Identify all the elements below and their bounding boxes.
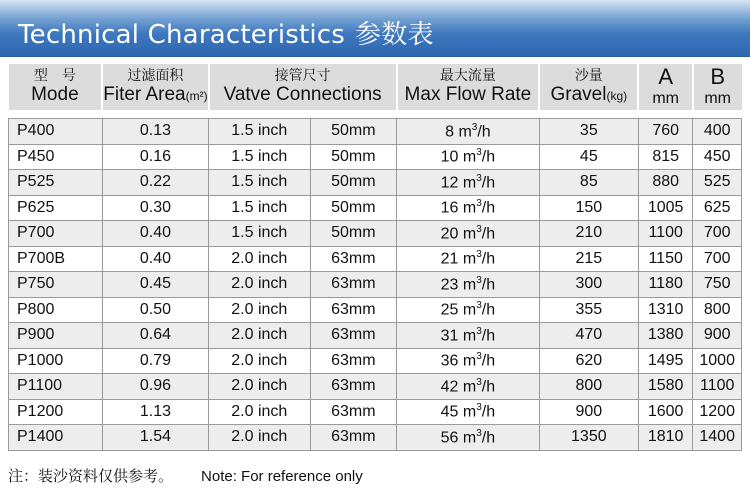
flow-value: 16 xyxy=(440,199,459,217)
flow-unit-tail: /h xyxy=(481,428,496,446)
cell-filter-area: 0.16 xyxy=(102,144,208,170)
cell-filter-area: 0.30 xyxy=(102,195,208,221)
cell-gravel: 45 xyxy=(539,144,638,170)
flow-unit-superscript: 3 xyxy=(476,325,482,337)
cell-gravel: 210 xyxy=(539,221,638,247)
flow-unit: m xyxy=(462,199,477,217)
cell-b: 525 xyxy=(693,170,742,196)
cell-gravel: 800 xyxy=(539,374,638,400)
cell-connection-mm: 50mm xyxy=(310,144,397,170)
cell-model: P900 xyxy=(9,323,103,349)
cell-a: 815 xyxy=(638,144,692,170)
cell-connection-inch: 2.0 inch xyxy=(209,272,310,298)
cell-connection-inch: 2.0 inch xyxy=(209,425,310,451)
title-chinese: 参数表 xyxy=(355,20,434,50)
cell-max-flow xyxy=(397,374,540,400)
cell-max-flow xyxy=(397,272,540,298)
footnote-english: Note: For reference only xyxy=(201,468,363,485)
flow-unit: m xyxy=(462,301,477,319)
cell-max-flow xyxy=(397,323,540,349)
cell-max-flow xyxy=(397,195,540,221)
cell-a: 1180 xyxy=(638,272,692,298)
cell-gravel: 150 xyxy=(539,195,638,221)
cell-filter-area: 1.13 xyxy=(102,399,208,425)
cell-filter-area: 0.50 xyxy=(102,297,208,323)
cell-a: 760 xyxy=(638,119,692,145)
cell-filter-area: 0.45 xyxy=(102,272,208,298)
flow-unit-tail: /h xyxy=(481,224,496,242)
cell-max-flow xyxy=(397,399,540,425)
cell-filter-area: 0.64 xyxy=(102,323,208,349)
flow-unit: m xyxy=(462,326,477,344)
flow-value: 42 xyxy=(440,377,459,395)
footnote xyxy=(8,465,363,486)
flow-unit-superscript: 3 xyxy=(476,223,482,235)
cell-b: 750 xyxy=(693,272,742,298)
cell-connection-mm: 50mm xyxy=(310,195,397,221)
cell-gravel: 620 xyxy=(539,348,638,374)
flow-unit-superscript: 3 xyxy=(476,249,482,261)
cell-connection-mm: 63mm xyxy=(310,323,397,349)
flow-value: 56 xyxy=(440,428,459,446)
flow-unit: m xyxy=(462,377,477,395)
flow-unit-tail: /h xyxy=(481,275,496,293)
cell-connection-mm: 50mm xyxy=(310,170,397,196)
flow-value: 10 xyxy=(440,148,459,166)
cell-model: P700B xyxy=(9,246,103,272)
cell-b: 1400 xyxy=(693,425,742,451)
cell-model: P800 xyxy=(9,297,103,323)
cell-connection-mm: 63mm xyxy=(310,399,397,425)
flow-unit-tail: /h xyxy=(481,199,496,217)
cell-max-flow xyxy=(397,144,540,170)
flow-value: 36 xyxy=(440,352,459,370)
cell-model: P450 xyxy=(9,144,103,170)
cell-model: P1000 xyxy=(9,348,103,374)
cell-b: 400 xyxy=(693,119,742,145)
flow-unit-superscript: 3 xyxy=(476,351,482,363)
cell-gravel: 35 xyxy=(539,119,638,145)
table-row xyxy=(9,323,742,349)
cell-connection-inch: 2.0 inch xyxy=(209,297,310,323)
flow-unit: m xyxy=(462,352,477,370)
cell-connection-inch: 2.0 inch xyxy=(209,246,310,272)
flow-unit: m xyxy=(462,148,477,166)
cell-gravel: 85 xyxy=(539,170,638,196)
flow-unit-superscript: 3 xyxy=(476,300,482,312)
cell-max-flow xyxy=(397,170,540,196)
cell-connection-mm: 63mm xyxy=(310,425,397,451)
cell-a: 1100 xyxy=(638,221,692,247)
cell-connection-inch: 2.0 inch xyxy=(209,348,310,374)
flow-value: 21 xyxy=(440,250,459,268)
header-connections: 接管尺寸 Vatve Connections xyxy=(209,64,397,110)
cell-gravel: 215 xyxy=(539,246,638,272)
flow-value: 45 xyxy=(440,403,459,421)
table-row xyxy=(9,246,742,272)
cell-a: 880 xyxy=(638,170,692,196)
header-a: A mm xyxy=(638,64,692,110)
cell-connection-mm: 63mm xyxy=(310,348,397,374)
flow-unit-tail: /h xyxy=(481,326,496,344)
cell-a: 1600 xyxy=(638,399,692,425)
cell-model: P1100 xyxy=(9,374,103,400)
flow-unit-superscript: 3 xyxy=(476,427,482,439)
cell-connection-mm: 63mm xyxy=(310,272,397,298)
header-spacer xyxy=(9,110,742,119)
cell-filter-area: 1.54 xyxy=(102,425,208,451)
table-header-row xyxy=(9,64,742,110)
flow-unit-tail: /h xyxy=(477,122,491,140)
header-filter-area: 过滤面积 Fiter Area(m²) xyxy=(102,64,208,110)
table-row xyxy=(9,348,742,374)
cell-model: P700 xyxy=(9,221,103,247)
cell-gravel: 900 xyxy=(539,399,638,425)
flow-unit: m xyxy=(462,224,477,242)
cell-max-flow xyxy=(397,221,540,247)
table-row xyxy=(9,170,742,196)
flow-unit-tail: /h xyxy=(481,352,496,370)
flow-value: 20 xyxy=(440,224,459,242)
cell-a: 1005 xyxy=(638,195,692,221)
cell-max-flow xyxy=(397,425,540,451)
flow-unit: m xyxy=(462,428,477,446)
cell-connection-inch: 1.5 inch xyxy=(209,221,310,247)
cell-gravel: 470 xyxy=(539,323,638,349)
flow-unit-tail: /h xyxy=(481,250,496,268)
cell-a: 1810 xyxy=(638,425,692,451)
cell-connection-inch: 2.0 inch xyxy=(209,323,310,349)
cell-max-flow xyxy=(397,119,540,145)
cell-filter-area: 0.40 xyxy=(102,221,208,247)
cell-filter-area: 0.40 xyxy=(102,246,208,272)
flow-unit: m xyxy=(462,403,477,421)
cell-filter-area: 0.79 xyxy=(102,348,208,374)
flow-unit-superscript: 3 xyxy=(476,172,482,184)
cell-connection-inch: 2.0 inch xyxy=(209,399,310,425)
header-model: 型 号 Mode xyxy=(9,64,103,110)
flow-unit: m xyxy=(458,122,472,140)
cell-connection-mm: 63mm xyxy=(310,297,397,323)
table-row xyxy=(9,119,742,145)
table-row xyxy=(9,399,742,425)
flow-value: 31 xyxy=(440,326,459,344)
cell-b: 450 xyxy=(693,144,742,170)
header-max-flow: 最大流量 Max Flow Rate xyxy=(397,64,540,110)
header-b: B mm xyxy=(693,64,742,110)
table-row xyxy=(9,374,742,400)
cell-b: 1200 xyxy=(693,399,742,425)
table-row xyxy=(9,272,742,298)
flow-value: 23 xyxy=(440,275,459,293)
cell-connection-mm: 50mm xyxy=(310,119,397,145)
cell-a: 1580 xyxy=(638,374,692,400)
cell-a: 1495 xyxy=(638,348,692,374)
cell-connection-mm: 63mm xyxy=(310,374,397,400)
cell-gravel: 300 xyxy=(539,272,638,298)
cell-b: 700 xyxy=(693,246,742,272)
table-row xyxy=(9,425,742,451)
flow-unit-superscript: 3 xyxy=(476,274,482,286)
title-english: Technical Characteristics xyxy=(18,20,346,50)
title-banner xyxy=(0,0,750,57)
cell-filter-area: 0.22 xyxy=(102,170,208,196)
cell-connection-mm: 63mm xyxy=(310,246,397,272)
flow-unit: m xyxy=(462,173,477,191)
cell-connection-inch: 2.0 inch xyxy=(209,374,310,400)
cell-b: 800 xyxy=(693,297,742,323)
flow-unit-superscript: 3 xyxy=(476,147,482,159)
flow-unit-tail: /h xyxy=(481,301,496,319)
cell-model: P1200 xyxy=(9,399,103,425)
flow-unit-superscript: 3 xyxy=(476,376,482,388)
cell-filter-area: 0.96 xyxy=(102,374,208,400)
flow-value: 12 xyxy=(440,173,459,191)
cell-a: 1150 xyxy=(638,246,692,272)
cell-b: 1100 xyxy=(693,374,742,400)
flow-unit-superscript: 3 xyxy=(476,402,482,414)
flow-unit: m xyxy=(462,250,477,268)
cell-a: 1310 xyxy=(638,297,692,323)
header-gravel: 沙量 Gravel(kg) xyxy=(539,64,638,110)
cell-b: 700 xyxy=(693,221,742,247)
flow-value: 8 xyxy=(445,122,455,140)
flow-value: 25 xyxy=(440,301,459,319)
footnote-chinese: 注：装沙资料仅供参考。 xyxy=(8,468,174,485)
cell-model: P750 xyxy=(9,272,103,298)
cell-model: P625 xyxy=(9,195,103,221)
table-row xyxy=(9,144,742,170)
cell-gravel: 1350 xyxy=(539,425,638,451)
cell-max-flow xyxy=(397,246,540,272)
flow-unit-tail: /h xyxy=(481,403,496,421)
cell-model: P400 xyxy=(9,119,103,145)
spec-table xyxy=(8,64,742,451)
page-title xyxy=(18,14,434,51)
cell-max-flow xyxy=(397,297,540,323)
cell-filter-area: 0.13 xyxy=(102,119,208,145)
flow-unit: m xyxy=(462,275,477,293)
table-row xyxy=(9,195,742,221)
cell-connection-inch: 1.5 inch xyxy=(209,144,310,170)
cell-b: 625 xyxy=(693,195,742,221)
flow-unit-tail: /h xyxy=(481,148,496,166)
cell-model: P525 xyxy=(9,170,103,196)
cell-model: P1400 xyxy=(9,425,103,451)
flow-unit-tail: /h xyxy=(481,173,496,191)
table-row xyxy=(9,297,742,323)
cell-b: 900 xyxy=(693,323,742,349)
cell-gravel: 355 xyxy=(539,297,638,323)
cell-connection-inch: 1.5 inch xyxy=(209,119,310,145)
cell-max-flow xyxy=(397,348,540,374)
cell-a: 1380 xyxy=(638,323,692,349)
flow-unit-superscript: 3 xyxy=(471,121,478,133)
cell-connection-inch: 1.5 inch xyxy=(209,195,310,221)
flow-unit-superscript: 3 xyxy=(476,198,482,210)
table-row xyxy=(9,221,742,247)
flow-unit-tail: /h xyxy=(481,377,496,395)
cell-connection-inch: 1.5 inch xyxy=(209,170,310,196)
cell-connection-mm: 50mm xyxy=(310,221,397,247)
cell-b: 1000 xyxy=(693,348,742,374)
